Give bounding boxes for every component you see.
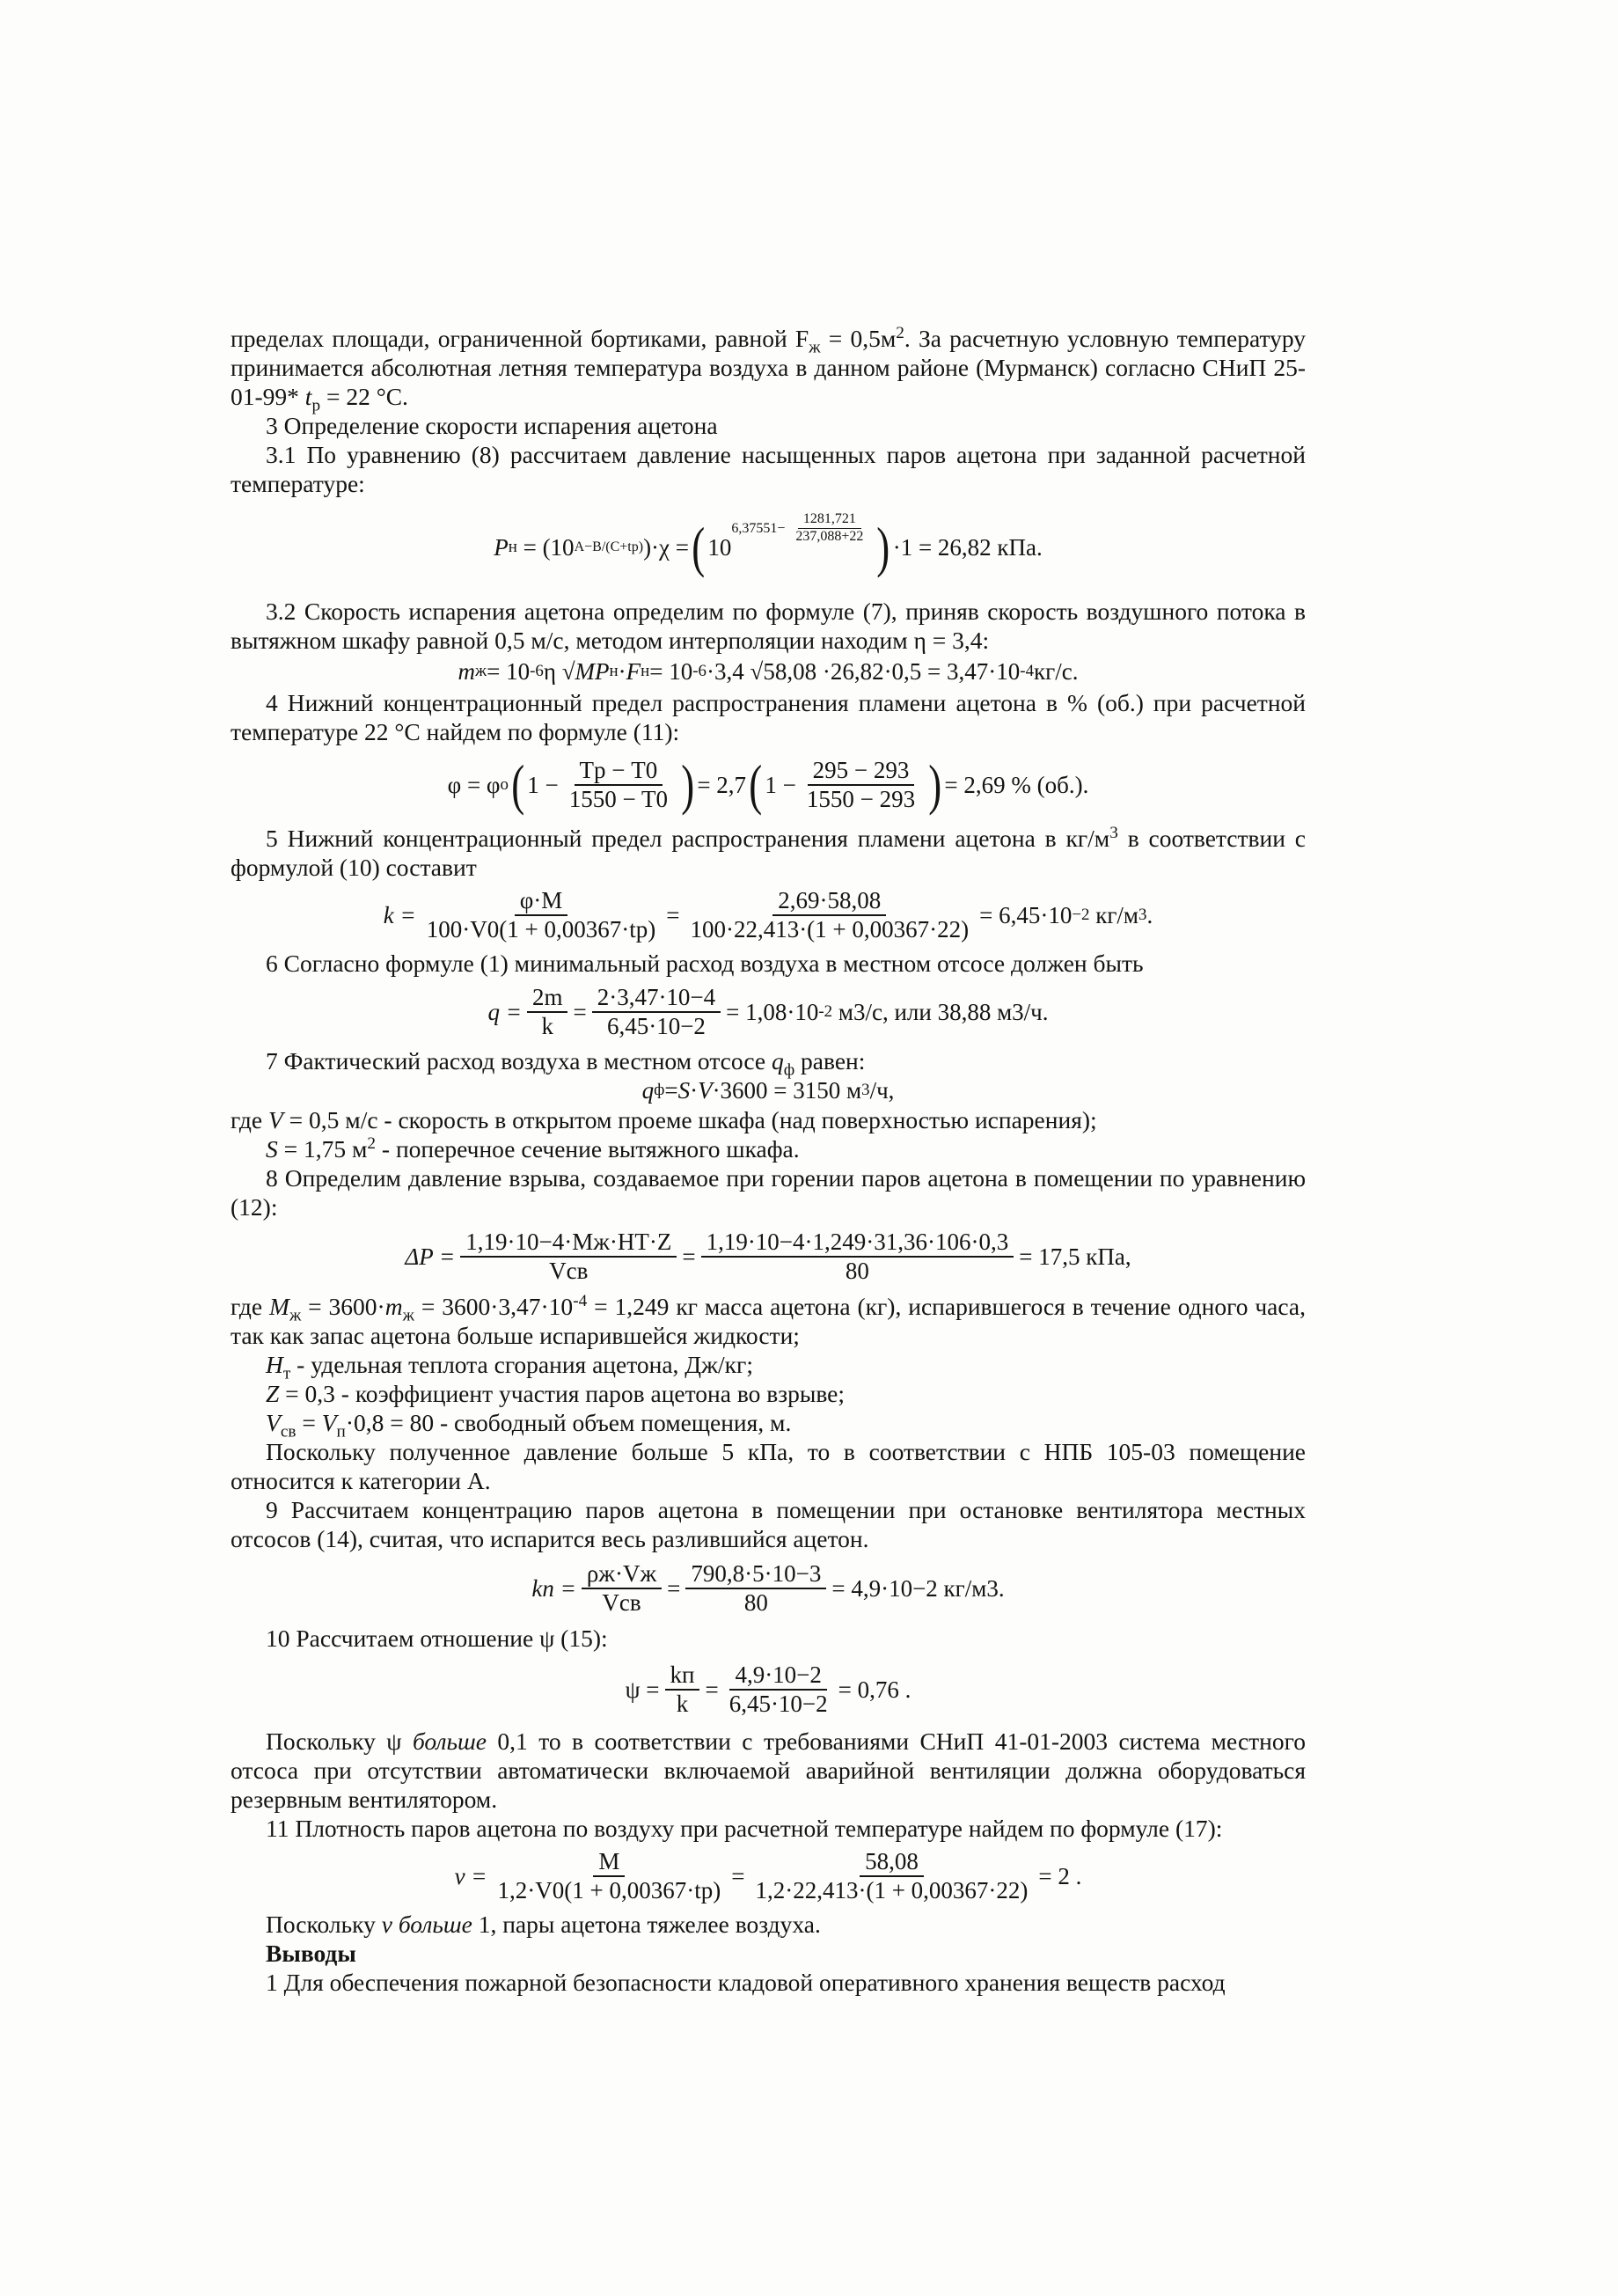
paragraph-4: 4 Нижний концентрационный предел распространения пламени ацетона в % (об.) при расчетной температуре 22 °С найдем по формуле (11): — [231, 689, 1306, 745]
formula-dp: ΔP = $\frac{1,19\cdot 10-4\cdot Mж\cdot HТ\cdot Z}{\text{Vсв}}$ = $\frac{1,19\cdot 10-4\cdot 1,249\cdot 31,36\cdot 106\cdot 0,3}{80}$ = 17,5 кПа, — [405, 1228, 1131, 1284]
paragraph-area: пределах площади, ограниченной бортиками, равной $F_ж = 0,5м^2$. За расчетную условную температуру принимается абсолютная летняя температура воздуха в данном районе (Мурманск) согласно СНиП 25-01-99* $t_р = 22$ °С. — [231, 323, 1307, 415]
formula-q: q = $\frac{2m}{k}$ = $\frac{2\cdot 3,47\cdot 10-4}{6,45\cdot 10-2}$ = 1,08·10 -2 м3/с, или 38,88 м3/ч. — [487, 983, 1049, 1039]
formula-kp: kп = $\frac{\rho ж\cdot Vж}{\text{Vсв}}$ = $\frac{790,8\cdot 5\cdot 10-3}{80}$ = 4,9·10−2 кг/м3. — [531, 1559, 1005, 1616]
section-heading-3: 3 Определение скорости испарения ацетона — [266, 412, 718, 439]
paragraph-8: 8 Определим давление взрыва, создаваемое при горении паров ацетона в помещении по уравнению (12): — [231, 1164, 1306, 1221]
definition-z: Z = 0,3 - коэффициент участия паров ацетона во взрыве; — [266, 1380, 846, 1407]
paragraph-9: 9 Рассчитаем концентрацию паров ацетона в помещении при остановке вентилятора местных отсосов (14), считая, что испарится весь разлившийся ацетон. — [231, 1496, 1306, 1552]
conclusions-heading: Выводы — [266, 1940, 356, 1967]
formula-phi: φ = φ о ( 1 − $\frac{Tр - T0}{1550 - T0}$ ) = 2,7 ( 1 − $\frac{295 - 293}{1550 - 293}$ ) = 2,69 % (об.). — [447, 753, 1089, 816]
formula-evaporation: m ж = 10 -6 η √ M P н · F н = 10 -6 ·3,4 √58,08 ·26,82·0,5 = 3,47·10 -4 кг/с. — [458, 657, 1079, 685]
definition-ht: $H_т$ - удельная теплота сгорания ацетона, Дж/кг; — [266, 1351, 753, 1383]
formula-pressure: P н = (10 A−B/(C+tр) )·χ = ( 10 6,37551− $\frac{1281,721}{237,088+22}$ ) ·1 = 26,82 кПа. — [494, 511, 1043, 578]
definition-v: где V = 0,5 м/с - скорость в открытом проеме шкафа (над поверхностью испарения); — [231, 1106, 1097, 1133]
formula-k: k = $\frac{\varphi\cdot M}{100\cdot V0(1 + 0,00367\cdot tр)}$ = $\frac{2,69\cdot 58,08}{100\cdot 22,413\cdot(1 + 0,00367\cdot 22)}$ = 6,45·10 −2 кг/м 3 . — [383, 886, 1153, 943]
definition-vsv: $V_{св} = V_п\cdot 0,8 = 80$ - свободный объем помещения, м. — [266, 1409, 792, 1441]
document-body — [231, 324, 1306, 1997]
formula-qf: q ф = S · V ·3600 = 3150 м 3 /ч, — [641, 1076, 895, 1104]
formula-psi: ψ = $\frac{kп}{k}$ = $\frac{4,9\cdot 10-2}{6,45\cdot 10-2}$ = 0,76 . — [625, 1661, 911, 1717]
paragraph-category: Поскольку полученное давление больше 5 кПа, то в соответствии с НПБ 105-03 помещение относится к категории А. — [231, 1438, 1306, 1494]
paragraph-10: 10 Рассчитаем отношение ψ (15): — [266, 1625, 608, 1652]
paragraph-5: 5 Нижний концентрационный предел распространения пламени ацетона в $кг/м^3$ в соответствии с формулой (10) составит — [231, 823, 1306, 881]
formula-v: v = $\frac{M}{1,2\cdot V0(1 + 0,00367\cdot tр)}$ = $\frac{58,08}{1,2\cdot 22,413\cdot(1 + 0,00367\cdot 22)}$ = 2 . — [454, 1847, 1082, 1904]
paragraph-6: 6 Согласно формуле (1) минимальный расход воздуха в местном отсосе должен быть — [266, 950, 1144, 977]
paragraph-7: 7 Фактический расход воздуха в местном отсосе $q_ф$ равен: — [266, 1047, 866, 1080]
definition-s: S = 1,75 $м^2$ - поперечное сечение вытяжного шкафа. — [266, 1133, 800, 1163]
paragraph-psi-conclusion: Поскольку ψ больше 0,1 то в соответствии с требованиями СНиП 41-01-2003 система местного отсоса при отсутствии автоматически включаемой аварийной вентиляции должна оборудоваться резервным вентилятором. — [231, 1728, 1306, 1813]
definition-mzh: где $M_ж = 3600\cdot m_ж = 3600\cdot 3,47\cdot 10^{-4} = 1,249$ кг масса ацетона (кг), испарившегося в течение одного часа, так как запас ацетона больше испарившейся жидкости; — [231, 1291, 1307, 1349]
paragraph-11: 11 Плотность паров ацетона по воздуху при расчетной температуре найдем по формуле (17): — [266, 1815, 1223, 1842]
conclusion-1: 1 Для обеспечения пожарной безопасности кладовой оперативного хранения веществ расход — [266, 1969, 1226, 1996]
paragraph-3-1: 3.1 По уравнению (8) рассчитаем давление насыщенных паров ацетона при заданной расчетной температуре: — [231, 441, 1306, 497]
paragraph-v-conclusion: Поскольку v больше 1, пары ацетона тяжелее воздуха. — [266, 1911, 821, 1938]
paragraph-3-2: 3.2 Скорость испарения ацетона определим по формуле (7), приняв скорость воздушного потока в вытяжном шкафу равной 0,5 м/с, методом интерполяции находим η = 3,4: — [231, 598, 1306, 654]
